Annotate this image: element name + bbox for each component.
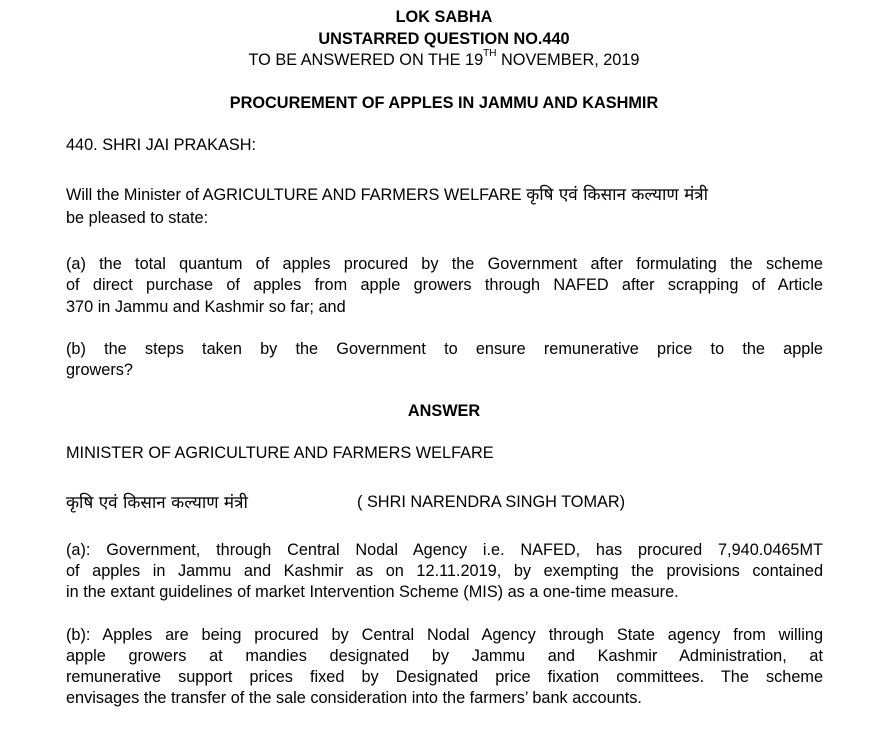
answer-b-line-2: apple growers at mandies designated by Jammu and Kashmir Administration, at (66, 647, 823, 665)
question-number: UNSTARRED QUESTION NO.440 (318, 30, 570, 48)
question-a-line-1: (a) the total quantum of apples procured by the Government after formulating the scheme (66, 255, 823, 273)
answer-date-suffix: NOVEMBER, 2019 (496, 51, 640, 69)
question-title: PROCUREMENT OF APPLES IN JAMMU AND KASHMIR (229, 94, 659, 112)
asker-line: 440. SHRI JAI PRAKASH: (66, 136, 257, 154)
answer-date-prefix: TO BE ANSWERED ON THE 19 (248, 51, 484, 69)
question-b-line-1: (b) the steps taken by the Government to ensure remunerative price to the apple (66, 340, 823, 358)
question-intro-line-1 (66, 182, 708, 205)
answer-heading: ANSWER (407, 402, 481, 420)
answer-date (0, 48, 883, 70)
question-a-line-2: of direct purchase of apples from apple growers through NAFED after scrapping of Article (66, 276, 823, 294)
question-intro-hindi: कृषि एवं किसान कल्याण मंत्री (526, 185, 709, 205)
answer-b-line-4: envisages the transfer of the sale consideration into the farmers’ bank accounts. (66, 689, 642, 707)
minister-hindi: कृषि एवं किसान कल्याण मंत्री (66, 493, 248, 513)
question-a-line-3: 370 in Jammu and Kashmir so far; and (66, 298, 346, 316)
minister-title: MINISTER OF AGRICULTURE AND FARMERS WELFARE (66, 444, 494, 462)
question-intro-line-2: be pleased to state: (66, 209, 209, 227)
answer-a-line-2: of apples in Jammu and Kashmir as on 12.11.2019, by exempting the provisions contained (66, 562, 823, 580)
question-b-line-2: growers? (66, 361, 133, 379)
answer-b-line-3: remunerative support prices fixed by Designated price fixation committees. The scheme (66, 668, 823, 686)
answer-a-line-1: (a): Government, through Central Nodal Agency i.e. NAFED, has procured 7,940.0465MT (66, 541, 823, 559)
house-name: LOK SABHA (395, 8, 493, 26)
answer-a-line-3: in the extant guidelines of market Intervention Scheme (MIS) as a one-time measure. (66, 583, 679, 601)
answer-date-superscript: TH (483, 48, 497, 59)
answer-b-line-1: (b): Apples are being procured by Central Nodal Agency through State agency from willing (66, 626, 823, 644)
minister-name: ( SHRI NARENDRA SINGH TOMAR) (357, 493, 626, 511)
question-intro-text: Will the Minister of AGRICULTURE AND FARMERS WELFARE (66, 186, 527, 204)
